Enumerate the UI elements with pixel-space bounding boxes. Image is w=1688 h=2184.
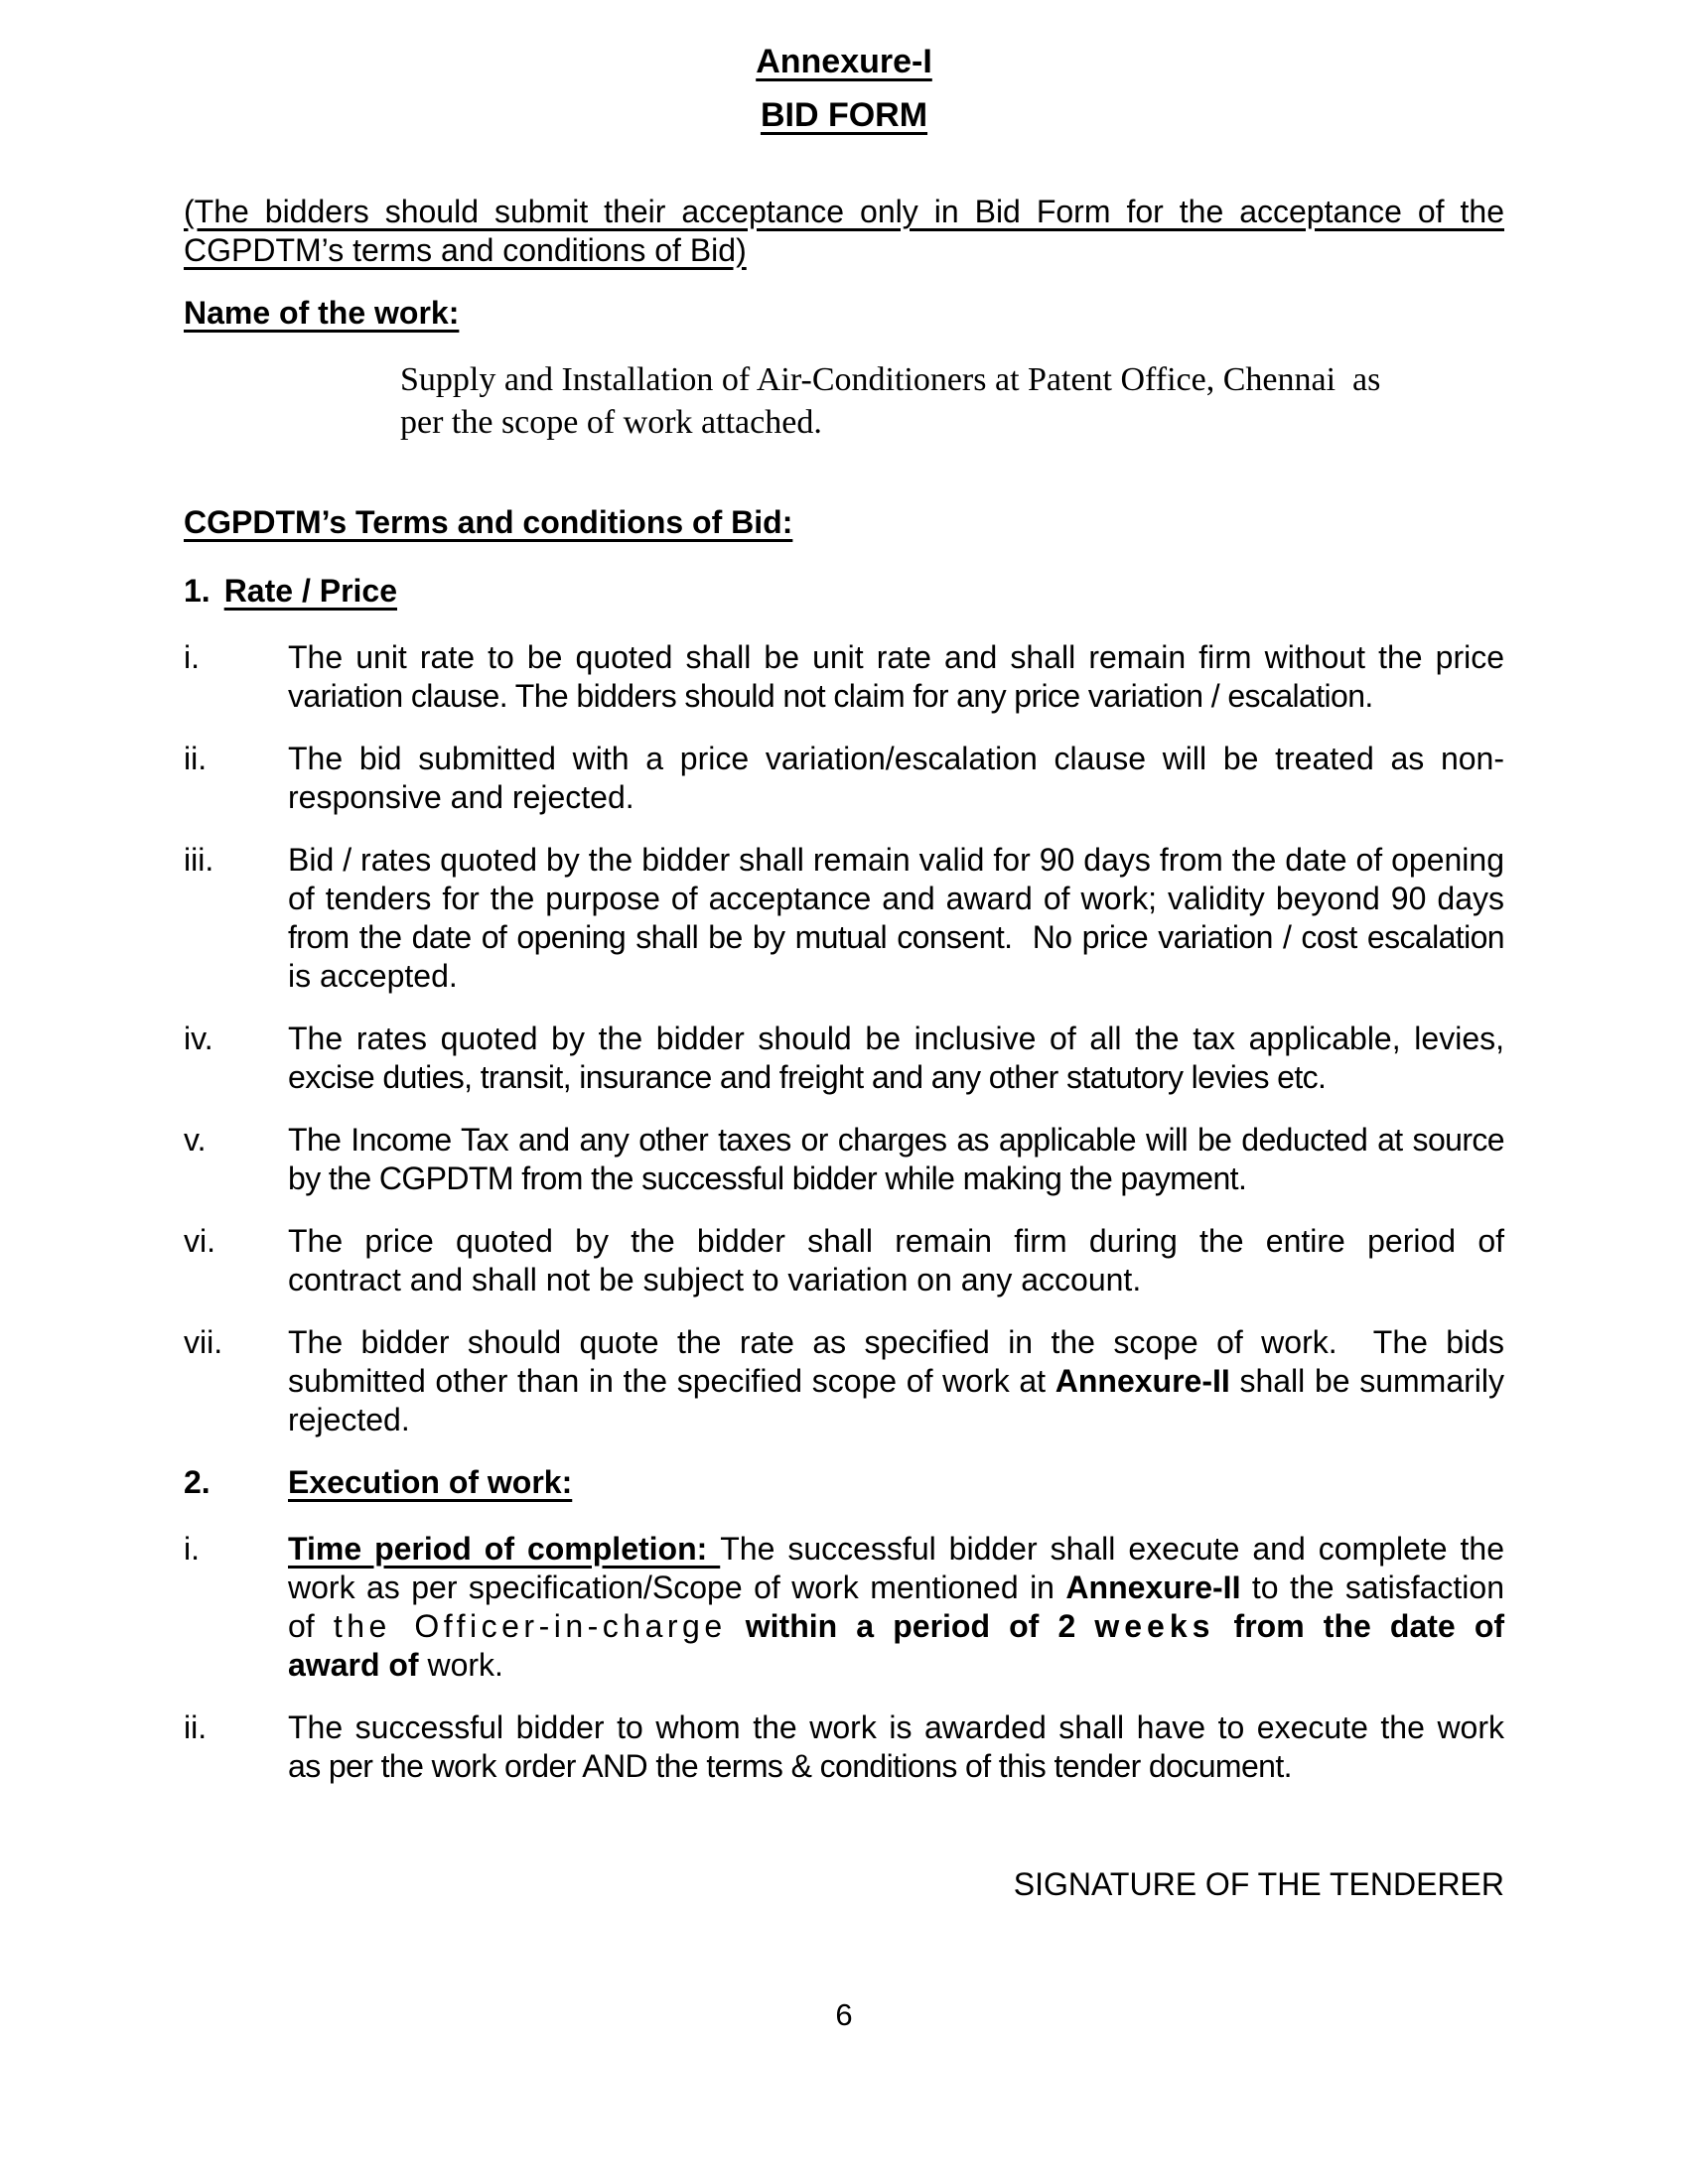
annexure-title	[184, 42, 1504, 81]
item-text	[288, 1323, 1504, 1439]
section-heading	[184, 572, 1504, 611]
text-line	[288, 1646, 1504, 1685]
text-segment: weeks	[1094, 1608, 1215, 1644]
text-segment: rejected.	[288, 1402, 410, 1437]
form-title-text: BID FORM	[760, 96, 928, 134]
text-line	[400, 401, 1504, 444]
text-line	[184, 231, 1504, 270]
section-1	[184, 572, 1504, 1439]
name-of-work-heading	[184, 294, 1504, 333]
text-line	[288, 1747, 1504, 1786]
signature-text: SIGNATURE OF THE TENDERER	[1013, 1866, 1504, 1902]
text-line	[288, 918, 1504, 957]
terms-heading-row	[184, 503, 1504, 542]
text-line	[288, 1569, 1504, 1607]
text-segment: per the scope of work attached.	[400, 404, 822, 441]
item-text	[288, 1020, 1504, 1097]
text-line	[288, 778, 1504, 817]
list-item	[184, 841, 1504, 996]
section-title: Rate / Price	[223, 573, 397, 609]
text-segment: The successful bidder to whom the work is awarded shall have to execute the work	[288, 1709, 1504, 1745]
text-segment: shall be summarily	[1229, 1363, 1505, 1399]
text-segment: The unit rate to be quoted shall be unit rate and shall remain firm without the price	[288, 639, 1504, 675]
section-title: Execution of work:	[288, 1464, 573, 1500]
text-line	[288, 1121, 1504, 1160]
text-segment: award of	[288, 1647, 428, 1683]
item-number: ii.	[184, 1709, 208, 1745]
list-item	[184, 638, 1504, 716]
text-segment: contract and shall not be subject to variation on any account.	[288, 1262, 1142, 1297]
item-text	[288, 1121, 1504, 1198]
text-segment: from the date of opening shall be by mutual consent. No price variation / cost escalation	[288, 919, 1504, 955]
item-number: iii.	[184, 842, 214, 878]
text-line	[288, 638, 1504, 677]
section-items	[184, 1530, 1504, 1786]
item-number: i.	[184, 1531, 200, 1567]
section-heading	[184, 1463, 1504, 1502]
text-line	[288, 1222, 1504, 1261]
form-title	[184, 95, 1504, 135]
work-description	[400, 358, 1504, 444]
name-of-work-label: Name of the work:	[184, 295, 460, 331]
text-segment: The price quoted by the bidder shall remain firm during the entire period of	[288, 1223, 1504, 1259]
list-item	[184, 740, 1504, 817]
text-segment	[727, 1608, 746, 1644]
list-item	[184, 1530, 1504, 1685]
section-number: 2.	[184, 1464, 211, 1500]
item-number: vii.	[184, 1324, 223, 1360]
text-segment: of	[288, 1608, 334, 1644]
text-segment: work.	[427, 1647, 503, 1683]
list-item	[184, 1222, 1504, 1299]
text-segment: responsive and rejected.	[288, 779, 634, 815]
text-segment: excise duties, transit, insurance and freight and any other statutory levies etc.	[288, 1059, 1327, 1095]
item-number: iv.	[184, 1021, 213, 1056]
item-text	[288, 1530, 1504, 1685]
text-segment: the Officer-in-charge	[333, 1608, 727, 1644]
item-text	[288, 638, 1504, 716]
text-segment: The successful bidder shall execute and complete the	[720, 1531, 1504, 1567]
list-item	[184, 1020, 1504, 1097]
page-number: 6	[835, 1997, 853, 2032]
terms-heading-text: CGPDTM’s Terms and conditions of Bid:	[184, 504, 793, 540]
section-number: 1.	[184, 573, 211, 609]
terms-sections	[184, 572, 1504, 1786]
text-line	[288, 1261, 1504, 1299]
item-number: ii.	[184, 741, 208, 776]
text-line	[288, 1323, 1504, 1362]
item-text	[288, 1708, 1504, 1786]
text-line	[288, 880, 1504, 918]
list-item	[184, 1323, 1504, 1439]
text-line	[288, 1530, 1504, 1569]
text-segment: variation clause. The bidders should not claim for any price variation / escalation.	[288, 678, 1373, 714]
text-line	[288, 1058, 1504, 1097]
text-segment: work as per specification/Scope of work mentioned in	[288, 1570, 1066, 1605]
text-line	[288, 677, 1504, 716]
intro-paragraph	[184, 193, 1504, 270]
text-segment: to the satisfaction	[1240, 1570, 1505, 1605]
text-segment: Annexure-II	[1055, 1363, 1230, 1399]
text-segment: within a period of 2	[745, 1608, 1095, 1644]
text-segment: of tenders for the purpose of acceptance and award of work; validity beyond 90 days	[288, 881, 1504, 916]
text-line	[288, 1362, 1504, 1401]
text-segment: from the date of	[1214, 1608, 1505, 1644]
section-2	[184, 1463, 1504, 1786]
text-segment: is accepted.	[288, 958, 458, 994]
text-segment: The Income Tax and any other taxes or charges as applicable will be deducted at source	[288, 1122, 1504, 1158]
text-line	[184, 193, 1504, 231]
item-text	[288, 740, 1504, 817]
item-number: v.	[184, 1122, 207, 1158]
text-segment: submitted other than in the specified scope of work at	[288, 1363, 1055, 1399]
text-segment: (The bidders should submit their acceptance only in Bid Form for the acceptance of the	[184, 194, 1504, 229]
text-segment: CGPDTM’s terms and conditions of Bid)	[184, 232, 747, 268]
list-item	[184, 1121, 1504, 1198]
item-number: i.	[184, 639, 200, 675]
item-text	[288, 1222, 1504, 1299]
text-line	[288, 1401, 1504, 1439]
text-line	[288, 1607, 1504, 1646]
text-segment: Supply and Installation of Air-Conditioners at Patent Office, Chennai as	[400, 361, 1381, 398]
text-segment: Annexure-II	[1065, 1570, 1241, 1605]
text-line	[400, 358, 1504, 401]
text-line	[288, 957, 1504, 996]
item-number: vi.	[184, 1223, 215, 1259]
text-line	[288, 1708, 1504, 1747]
text-segment: The bidder should quote the rate as specified in the scope of work. The bids	[288, 1324, 1504, 1360]
text-line	[288, 1020, 1504, 1058]
text-segment: by the CGPDTM from the successful bidder while making the payment.	[288, 1160, 1247, 1196]
text-line	[288, 1160, 1504, 1198]
text-segment: The bid submitted with a price variation/escalation clause will be treated as non-	[288, 741, 1504, 776]
item-text	[288, 841, 1504, 996]
text-line	[288, 841, 1504, 880]
list-item	[184, 1708, 1504, 1786]
text-segment: as per the work order AND the terms & conditions of this tender document.	[288, 1748, 1292, 1784]
text-segment: Time period of completion:	[288, 1531, 721, 1567]
annexure-title-text: Annexure-I	[756, 43, 932, 80]
text-segment: The rates quoted by the bidder should be inclusive of all the tax applicable, levies,	[288, 1021, 1504, 1056]
signature-line	[184, 1865, 1504, 1904]
text-segment: Bid / rates quoted by the bidder shall remain valid for 90 days from the date of opening	[288, 842, 1504, 878]
section-items	[184, 638, 1504, 1439]
text-line	[288, 740, 1504, 778]
